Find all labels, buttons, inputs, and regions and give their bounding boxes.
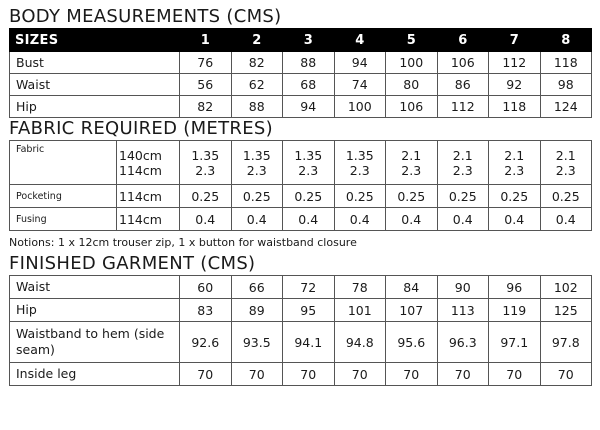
table-cell: 94.1: [283, 322, 335, 363]
value-114cm: 2.3: [401, 162, 422, 178]
value-114cm: 2.3: [555, 162, 576, 178]
table-cell: 94.8: [334, 322, 386, 363]
value-140cm: 1.35: [242, 147, 271, 163]
table-cell: 112: [489, 52, 541, 74]
table-cell: 0.4: [437, 208, 489, 231]
table-cell: 96.3: [437, 322, 489, 363]
table-cell: 0.25: [386, 185, 438, 208]
table-cell: [489, 141, 541, 185]
value-140cm: 2.1: [504, 147, 525, 163]
row-label: Waist: [10, 74, 180, 96]
table-cell: 0.25: [283, 185, 335, 208]
table-cell: 0.25: [334, 185, 386, 208]
table-cell: 70: [437, 363, 489, 386]
table-cell: 88: [283, 52, 335, 74]
table-cell: 112: [437, 96, 489, 118]
table-cell: 89: [231, 299, 283, 322]
row-label: Inside leg: [10, 363, 180, 386]
row-label: Bust: [10, 52, 180, 74]
notions-note: Notions: 1 x 12cm trouser zip, 1 x button for waistband closure: [9, 236, 357, 249]
table-cell: 118: [540, 52, 592, 74]
table-cell: [437, 141, 489, 185]
table-row: [10, 276, 592, 299]
fabric-width: 114cm: [119, 162, 162, 178]
fabric-required-table: [9, 140, 592, 231]
table-cell: 0.4: [540, 208, 592, 231]
value-140cm: 1.35: [345, 147, 374, 163]
table-row: [10, 185, 592, 208]
value-114cm: 2.3: [349, 162, 370, 178]
table-cell: 0.4: [489, 208, 541, 231]
table-cell: 56: [180, 74, 232, 96]
table-cell: 70: [334, 363, 386, 386]
table-cell: [386, 141, 438, 185]
table-cell: 70: [540, 363, 592, 386]
value-140cm: 2.1: [555, 147, 576, 163]
table-cell: 93.5: [231, 322, 283, 363]
table-cell: 84: [386, 276, 438, 299]
value-140cm: 2.1: [401, 147, 422, 163]
size-header: 2: [231, 29, 283, 52]
table-cell: 74: [334, 74, 386, 96]
value-140cm: 1.35: [191, 147, 220, 163]
table-row: [10, 52, 592, 74]
table-cell: 119: [489, 299, 541, 322]
table-cell: 97.1: [489, 322, 541, 363]
table-cell: 62: [231, 74, 283, 96]
table-cell: 88: [231, 96, 283, 118]
row-label: Hip: [10, 299, 180, 322]
sizes-header-row: [10, 29, 592, 52]
table-cell: 76: [180, 52, 232, 74]
fabric-required-title: FABRIC REQUIRED (METRES): [9, 118, 273, 139]
table-cell: 98: [540, 74, 592, 96]
body-measurements-table: [9, 28, 592, 118]
table-cell: 100: [386, 52, 438, 74]
table-cell: 95: [283, 299, 335, 322]
row-label: Fusing: [10, 208, 117, 231]
table-cell: 92.6: [180, 322, 232, 363]
size-header: 3: [283, 29, 335, 52]
table-cell: 94: [334, 52, 386, 74]
size-header: 4: [334, 29, 386, 52]
table-cell: 0.4: [334, 208, 386, 231]
table-cell: 118: [489, 96, 541, 118]
table-cell: 113: [437, 299, 489, 322]
value-114cm: 2.3: [452, 162, 473, 178]
table-cell: 0.25: [437, 185, 489, 208]
size-header: 1: [180, 29, 232, 52]
fabric-width: 114cm: [117, 185, 180, 208]
value-114cm: 2.3: [504, 162, 525, 178]
size-header: 8: [540, 29, 592, 52]
size-header: 5: [386, 29, 438, 52]
row-label: Fabric: [10, 141, 117, 185]
table-cell: 72: [283, 276, 335, 299]
table-cell: 86: [437, 74, 489, 96]
table-cell: 124: [540, 96, 592, 118]
table-cell: 125: [540, 299, 592, 322]
table-cell: [180, 141, 232, 185]
table-cell: 70: [283, 363, 335, 386]
table-cell: 70: [180, 363, 232, 386]
table-cell: 78: [334, 276, 386, 299]
table-cell: 70: [386, 363, 438, 386]
value-114cm: 2.3: [195, 162, 216, 178]
table-row: [10, 74, 592, 96]
fabric-width-cell: [117, 141, 180, 185]
table-cell: 0.25: [489, 185, 541, 208]
size-header: 6: [437, 29, 489, 52]
table-cell: 83: [180, 299, 232, 322]
table-cell: 70: [231, 363, 283, 386]
table-row: [10, 299, 592, 322]
table-cell: 106: [437, 52, 489, 74]
table-cell: 68: [283, 74, 335, 96]
table-cell: [283, 141, 335, 185]
table-cell: 66: [231, 276, 283, 299]
table-row: [10, 141, 592, 185]
row-label: Hip: [10, 96, 180, 118]
finished-garment-table: [9, 275, 592, 386]
table-cell: 0.25: [180, 185, 232, 208]
row-label: Waistband to hem (side seam): [10, 322, 180, 363]
row-label: Pocketing: [10, 185, 117, 208]
table-cell: 107: [386, 299, 438, 322]
table-cell: 0.25: [231, 185, 283, 208]
table-cell: 97.8: [540, 322, 592, 363]
table-cell: 0.4: [386, 208, 438, 231]
table-cell: 0.25: [540, 185, 592, 208]
row-label: Waist: [10, 276, 180, 299]
table-cell: 101: [334, 299, 386, 322]
table-cell: 100: [334, 96, 386, 118]
table-row: [10, 363, 592, 386]
table-cell: 92: [489, 74, 541, 96]
sizes-header-label: SIZES: [10, 29, 180, 52]
table-cell: 94: [283, 96, 335, 118]
table-cell: 106: [386, 96, 438, 118]
fabric-width: 114cm: [117, 208, 180, 231]
table-cell: 90: [437, 276, 489, 299]
table-cell: 0.4: [180, 208, 232, 231]
finished-garment-title: FINISHED GARMENT (CMS): [9, 253, 256, 274]
table-cell: 95.6: [386, 322, 438, 363]
table-cell: [334, 141, 386, 185]
table-cell: 0.4: [231, 208, 283, 231]
table-cell: 60: [180, 276, 232, 299]
value-140cm: 1.35: [294, 147, 323, 163]
table-cell: 0.4: [283, 208, 335, 231]
table-row: [10, 96, 592, 118]
value-140cm: 2.1: [452, 147, 473, 163]
table-row: [10, 322, 592, 363]
size-chart-page: [9, 6, 591, 386]
table-row: [10, 208, 592, 231]
fabric-width: 140cm: [119, 147, 162, 163]
table-cell: [540, 141, 592, 185]
size-header: 7: [489, 29, 541, 52]
table-cell: 80: [386, 74, 438, 96]
table-cell: 102: [540, 276, 592, 299]
table-cell: 70: [489, 363, 541, 386]
value-114cm: 2.3: [246, 162, 267, 178]
table-cell: [231, 141, 283, 185]
table-cell: 82: [180, 96, 232, 118]
value-114cm: 2.3: [298, 162, 319, 178]
table-cell: 96: [489, 276, 541, 299]
body-measurements-title: BODY MEASUREMENTS (CMS): [9, 6, 282, 27]
table-cell: 82: [231, 52, 283, 74]
